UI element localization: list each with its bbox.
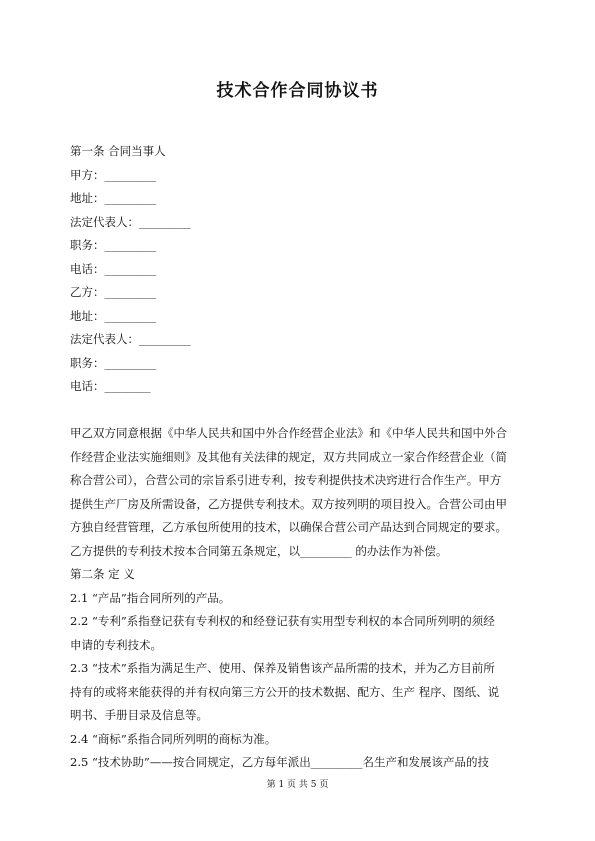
section-heading-definitions: 第二条 定 义 — [70, 567, 135, 581]
intro-paragraph-line: 提供生产厂房及所需设备，乙方提供专利技术。双方按列明的项目投入。合营公司由甲 — [70, 496, 507, 511]
party-b-name-field: 乙方：_________ — [70, 285, 157, 299]
party-a-address-field: 地址：_________ — [70, 191, 157, 205]
intro-paragraph-line: 称合营公司），合营公司的宗旨系引进专利，按专利提供技术决窍进行合作生产。甲方 — [70, 473, 502, 487]
intro-paragraph-line: 乙方提供的专利技术按本合同第五条规定，以_________ 的办法作为补偿。 — [70, 543, 448, 558]
intro-paragraph-line: 作经营企业法实施细则》及其他有关法律的规定，双方共同成立一家合作经营企业（简 — [70, 449, 507, 464]
definition-line: 2.4 “商标”系指合同所列明的商标为准。 — [70, 731, 277, 746]
party-a-name-field: 甲方：_________ — [70, 167, 157, 182]
page-number-footer: 第 1 页 共 5 页 — [266, 780, 329, 790]
paragraph-spacer — [70, 399, 530, 423]
party-b-position-field: 职务：_________ — [70, 355, 157, 370]
party-a-phone-field: 电话：_________ — [70, 261, 157, 276]
definition-line: 2.1 “产品”指合同所列的产品。 — [70, 590, 231, 605]
document-title: 技术合作合同协议书 — [216, 81, 379, 101]
party-a-representative-field: 法定代表人：_________ — [70, 214, 191, 229]
document-body — [70, 140, 530, 775]
party-b-representative-field: 法定代表人：_________ — [70, 332, 191, 346]
intro-paragraph-line: 方独自经营管理，乙方承包所使用的技术，以确保合营公司产品达到合同规定的要求。 — [70, 520, 507, 534]
party-b-address-field: 地址：_________ — [70, 308, 157, 323]
party-b-phone-field: 电话：________ — [70, 379, 151, 393]
party-a-position-field: 职务：_________ — [70, 238, 157, 252]
intro-paragraph-line: 甲乙双方同意根据《中华人民共和国中外合作经营企业法》和《中华人民共和国中外合 — [70, 426, 507, 440]
section-heading-parties: 第一条 合同当事人 — [70, 144, 166, 158]
definition-line: 持有的或将来能获得的并有权向第三方公开的技术数据、配方、生产 程序、图纸、说 — [70, 684, 500, 699]
definition-line: 申请的专利技术。 — [70, 637, 162, 652]
definition-line: 2.3 “技术”系指为满足生产、使用、保养及销售该产品所需的技术，并为乙方目前所 — [70, 661, 495, 675]
definition-line: 2.2 “专利”系指登记获有专利权的和经登记获有实用型专利权的本合同所列明的须经 — [70, 614, 495, 628]
definition-line: 2.5 “技术协助”——按合同规定，乙方每年派出_________名生产和发展该产品的技 — [70, 755, 489, 769]
definition-line: 明书、手册目录及信息等。 — [70, 708, 208, 722]
